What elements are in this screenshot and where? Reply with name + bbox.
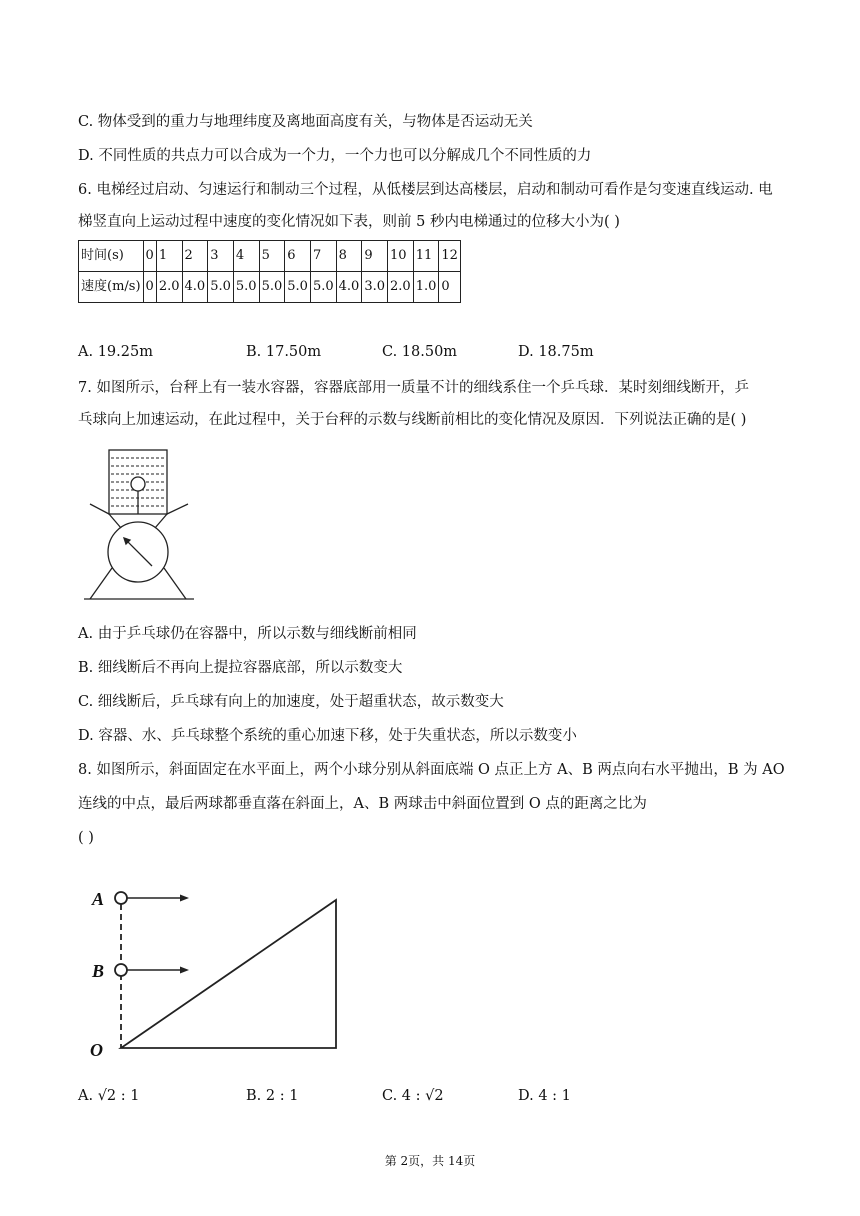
time-header: 时间(s) [79, 241, 144, 272]
table-cell: 2.0 [156, 272, 182, 303]
q8-option-c: C. 4 : √2 [382, 1088, 444, 1104]
question-7-line-2: 乓球向上加速运动，在此过程中，关于台秤的示数与线断前相比的变化情况及原因．下列说法正确的是( ) [78, 412, 747, 428]
speed-header: 速度(m/s) [79, 272, 144, 303]
q6-option-a: A. 19.25m [78, 344, 153, 360]
page-footer: 第 2页，共 14页 [384, 1154, 476, 1168]
incline-figure [86, 878, 356, 1063]
option-c-text: C. 物体受到的重力与地理纬度及离地面高度有关，与物体是否运动无关 [78, 114, 533, 130]
point-a-label: A [92, 889, 105, 909]
q8-option-d: D. 4 : 1 [518, 1088, 571, 1104]
table-cell: 1 [156, 241, 182, 272]
table-cell: 4.0 [182, 272, 208, 303]
table-cell: 9 [362, 241, 388, 272]
q7-option-b: B. 细线断后不再向上提拉容器底部，所以示数变大 [78, 660, 403, 676]
q7-option-a: A. 由于乒乓球仍在容器中，所以示数与细线断前相同 [78, 626, 417, 642]
q7-option-d: D. 容器、水、乒乓球整个系统的重心加速下移，处于失重状态，所以示数变小 [78, 728, 577, 744]
velocity-table [78, 240, 461, 303]
point-o-label: O [90, 1040, 103, 1060]
table-cell: 6 [285, 241, 311, 272]
question-6-line-1: 6. 电梯经过启动、匀速运行和制动三个过程，从低楼层到达高楼层，启动和制动可看作是匀变速直线运动. 电 [78, 182, 773, 198]
q6-option-b: B. 17.50m [246, 344, 322, 360]
question-7-line-1: 7. 如图所示，台秤上有一装水容器，容器底部用一质量不计的细线系住一个乒乓球．某时刻细线断开，乒 [78, 380, 749, 396]
question-8-line-3: ( ) [78, 830, 94, 846]
point-b-label: B [92, 961, 105, 981]
question-6-line-2: 梯竖直向上运动过程中速度的变化情况如下表，则前 5 秒内电梯通过的位移大小为( ) [78, 214, 620, 230]
q7-option-c: C. 细线断后，乒乓球有向上的加速度，处于超重状态，故示数变大 [78, 694, 504, 710]
table-cell: 10 [388, 241, 414, 272]
table-cell: 4.0 [336, 272, 362, 303]
table-cell: 2 [182, 241, 208, 272]
question-8-line-1: 8. 如图所示，斜面固定在水平面上，两个小球分别从斜面底端 O 点正上方 A、B 两点向右水平抛出，B 为 AO [78, 762, 785, 778]
q8-option-b: B. 2 : 1 [246, 1088, 299, 1104]
q6-option-c: C. 18.50m [382, 344, 458, 360]
table-cell: 5.0 [310, 272, 336, 303]
q6-option-d: D. 18.75m [518, 344, 594, 360]
table-cell: 4 [233, 241, 259, 272]
table-cell: 11 [413, 241, 439, 272]
table-cell: 5.0 [208, 272, 234, 303]
table-cell: 5.0 [233, 272, 259, 303]
q8-option-a: A. √2 : 1 [78, 1088, 140, 1104]
table-cell: 5.0 [259, 272, 285, 303]
table-cell: 5.0 [285, 272, 311, 303]
table-row-speed [79, 272, 461, 303]
scale-figure [84, 446, 194, 604]
table-cell: 1.0 [413, 272, 439, 303]
table-cell: 3 [208, 241, 234, 272]
table-cell: 5 [259, 241, 285, 272]
table-cell: 12 [439, 241, 461, 272]
table-cell: 7 [310, 241, 336, 272]
table-cell: 0 [143, 241, 156, 272]
table-cell: 0 [143, 272, 156, 303]
table-cell: 8 [336, 241, 362, 272]
option-d-text: D. 不同性质的共点力可以合成为一个力，一个力也可以分解成几个不同性质的力 [78, 148, 592, 164]
table-cell: 2.0 [388, 272, 414, 303]
question-8-line-2: 连线的中点，最后两球都垂直落在斜面上，A、B 两球击中斜面位置到 O 点的距离之比为 [78, 796, 647, 812]
table-row-time [79, 241, 461, 272]
table-cell: 3.0 [362, 272, 388, 303]
table-cell: 0 [439, 272, 461, 303]
